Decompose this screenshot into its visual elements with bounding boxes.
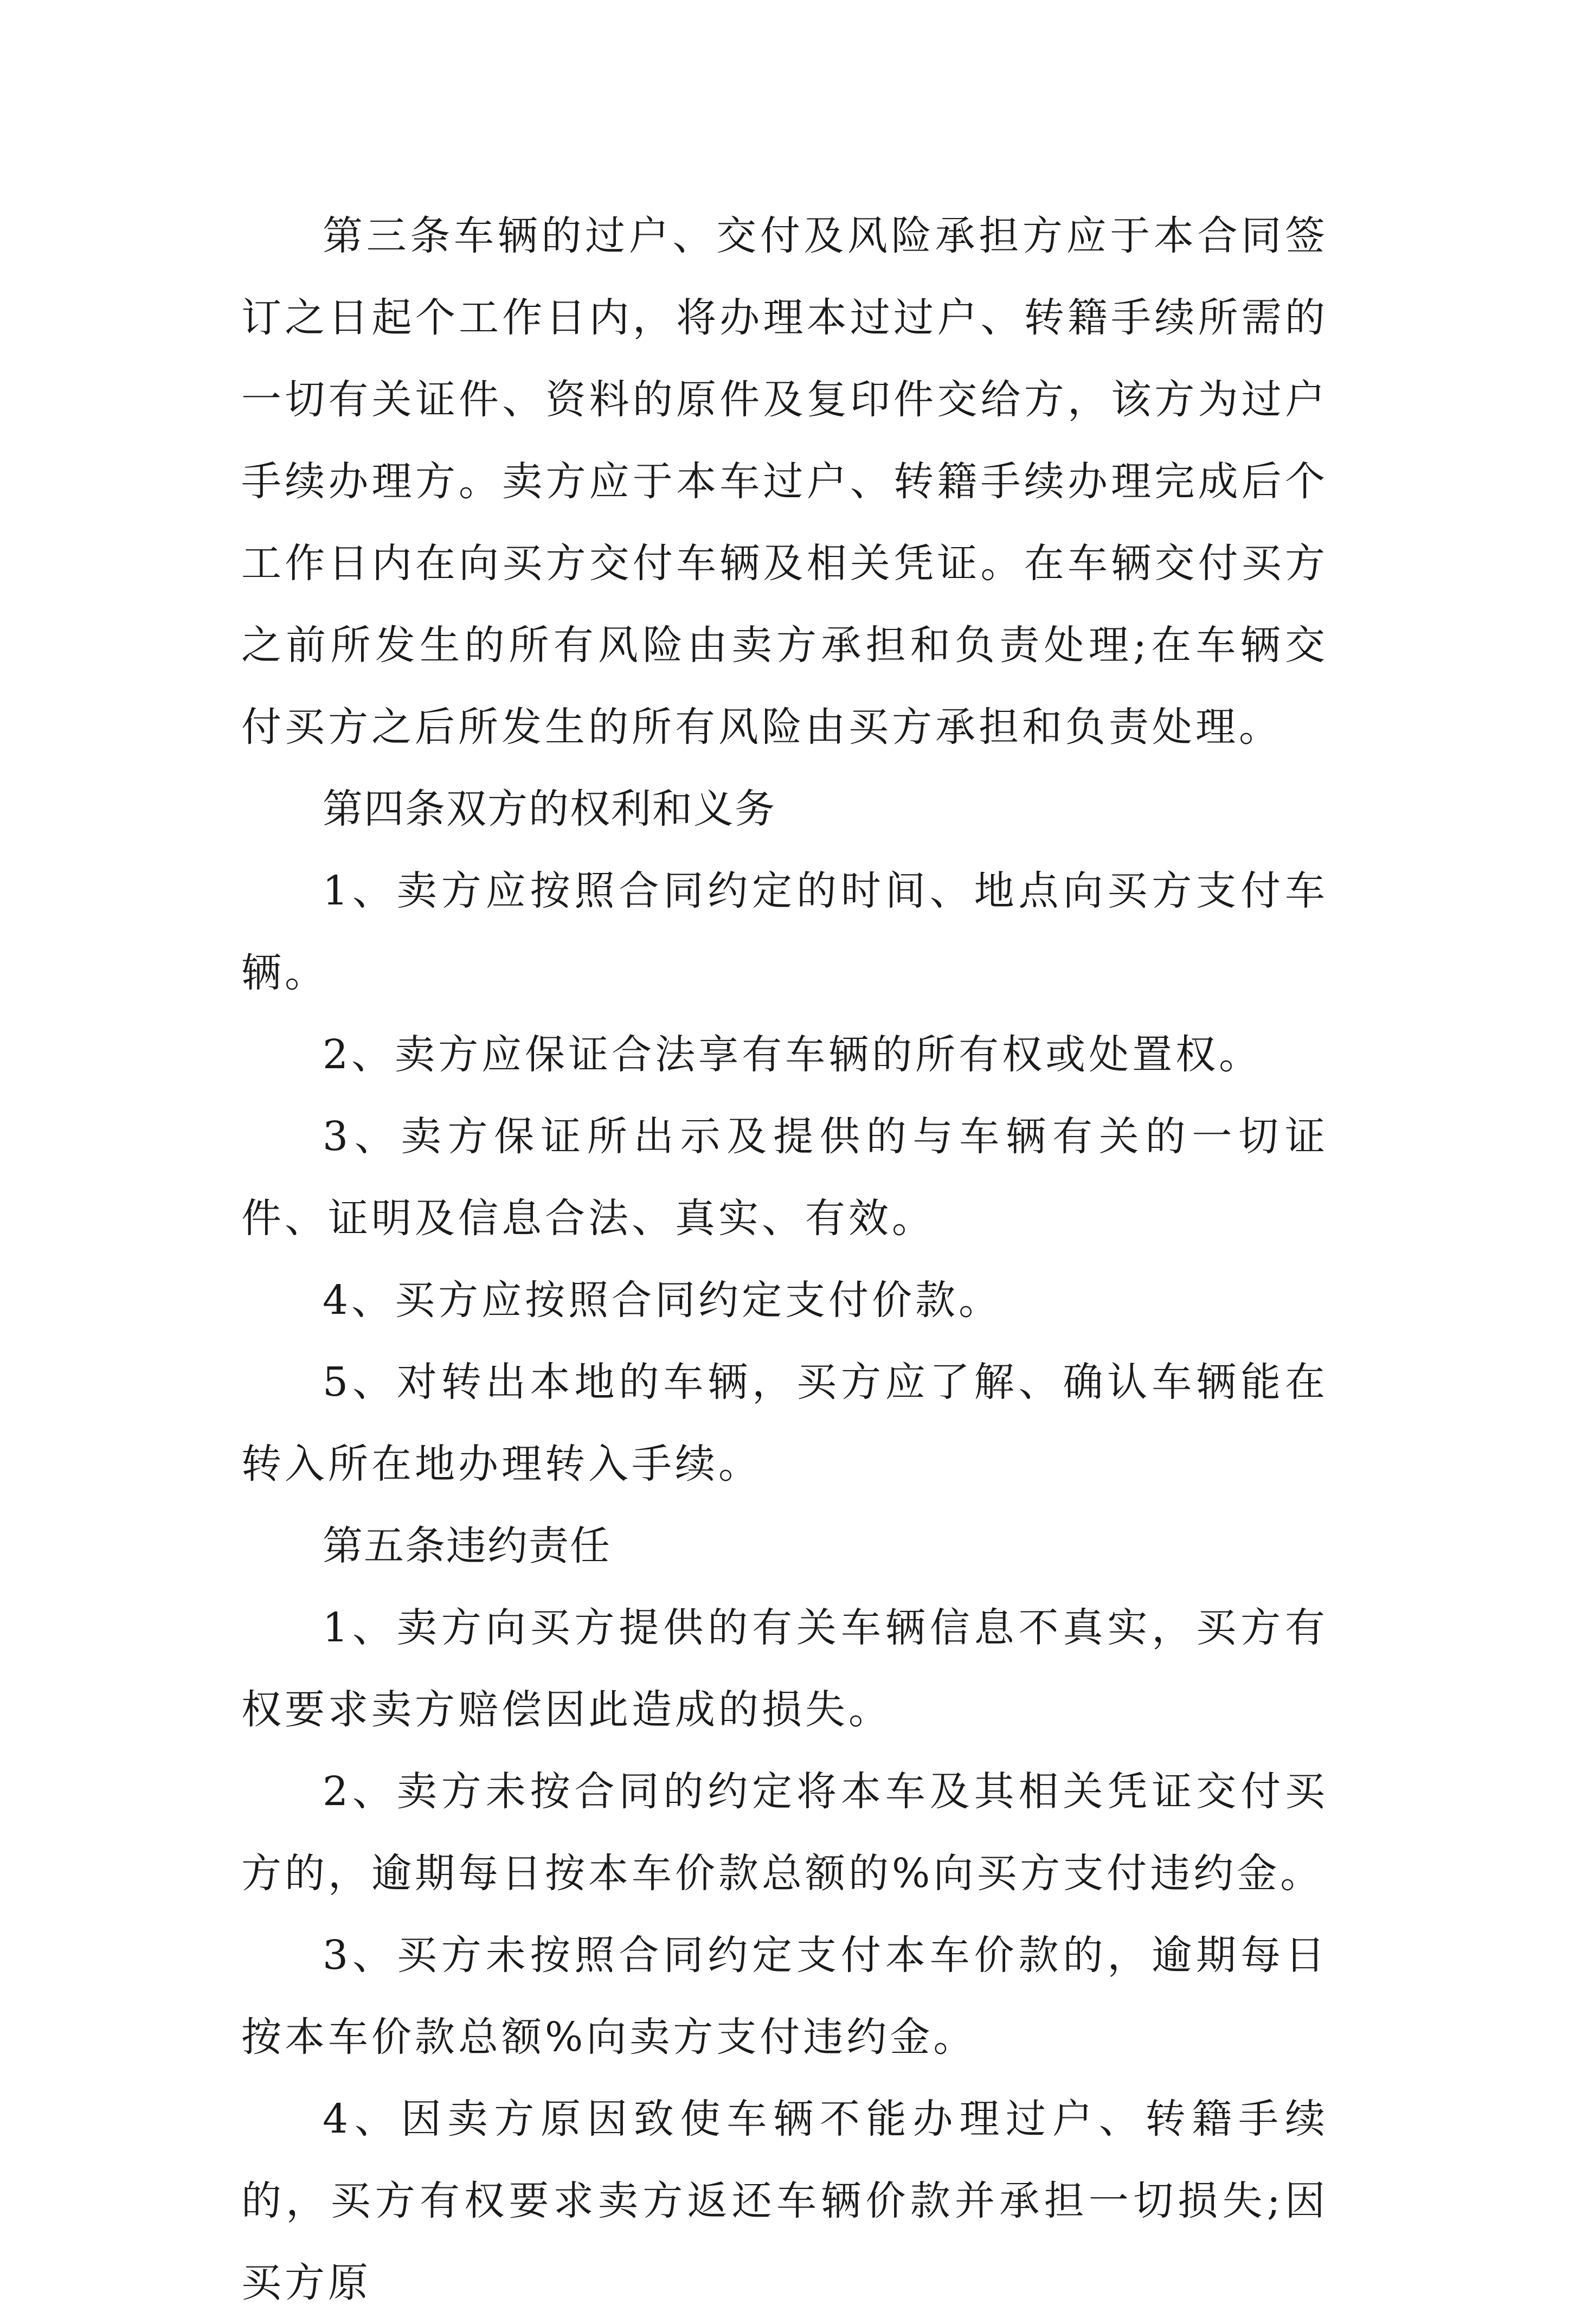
paragraph-article-5-item-2: 2、卖方未按合同的约定将本车及其相关凭证交付买方的，逾期每日按本车价款总额的%向买方支付违约金。: [241, 1768, 1328, 1897]
paragraph-article-4-item-3: 3、卖方保证所出示及提供的与车辆有关的一切证件、证明及信息合法、真实、有效。: [241, 1113, 1328, 1242]
paragraph-article-4-item-4: 4、买方应按照合同约定支付价款。: [323, 1277, 1002, 1324]
document-body: [241, 195, 1328, 2324]
paragraph-article-5-item-1: 1、卖方向买方提供的有关车辆信息不真实，买方有权要求卖方赔偿因此造成的损失。: [241, 1604, 1328, 1733]
paragraph-article-4-item-1: 1、卖方应按照合同约定的时间、地点向买方支付车辆。: [241, 868, 1328, 996]
paragraph-article-3: 第三条车辆的过户、交付及风险承担方应于本合同签订之日起个工作日内，将办理本过过户、转籍手续所需的一切有关证件、资料的原件及复印件交给方，该方为过户手续办理方。卖方应于本车过户、转籍手续办理完成后个工作日内在向买方交付车辆及相关凭证。在车辆交付买方之前所发生的所有风险由卖方承担和负责处理;在车辆交付买方之后所发生的所有风险由买方承担和负责处理。: [241, 213, 1328, 750]
paragraph-article-5-item-4: 4、因卖方原因致使车辆不能办理过户、转籍手续的，买方有权要求卖方返还车辆价款并承担一切损失;因买方原: [241, 2096, 1328, 2306]
heading-article-4: 第四条双方的权利和义务: [323, 786, 776, 832]
paragraph-article-5-item-3: 3、买方未按照合同约定支付本车价款的，逾期每日按本车价款总额%向卖方支付违约金。: [241, 1932, 1328, 2060]
heading-article-5: 第五条违约责任: [323, 1523, 611, 1569]
paragraph-article-4-item-5: 5、对转出本地的车辆，买方应了解、确认车辆能在转入所在地办理转入手续。: [241, 1359, 1328, 1487]
paragraph-article-4-item-2: 2、卖方应保证合法享有车辆的所有权或处置权。: [323, 1031, 1263, 1078]
